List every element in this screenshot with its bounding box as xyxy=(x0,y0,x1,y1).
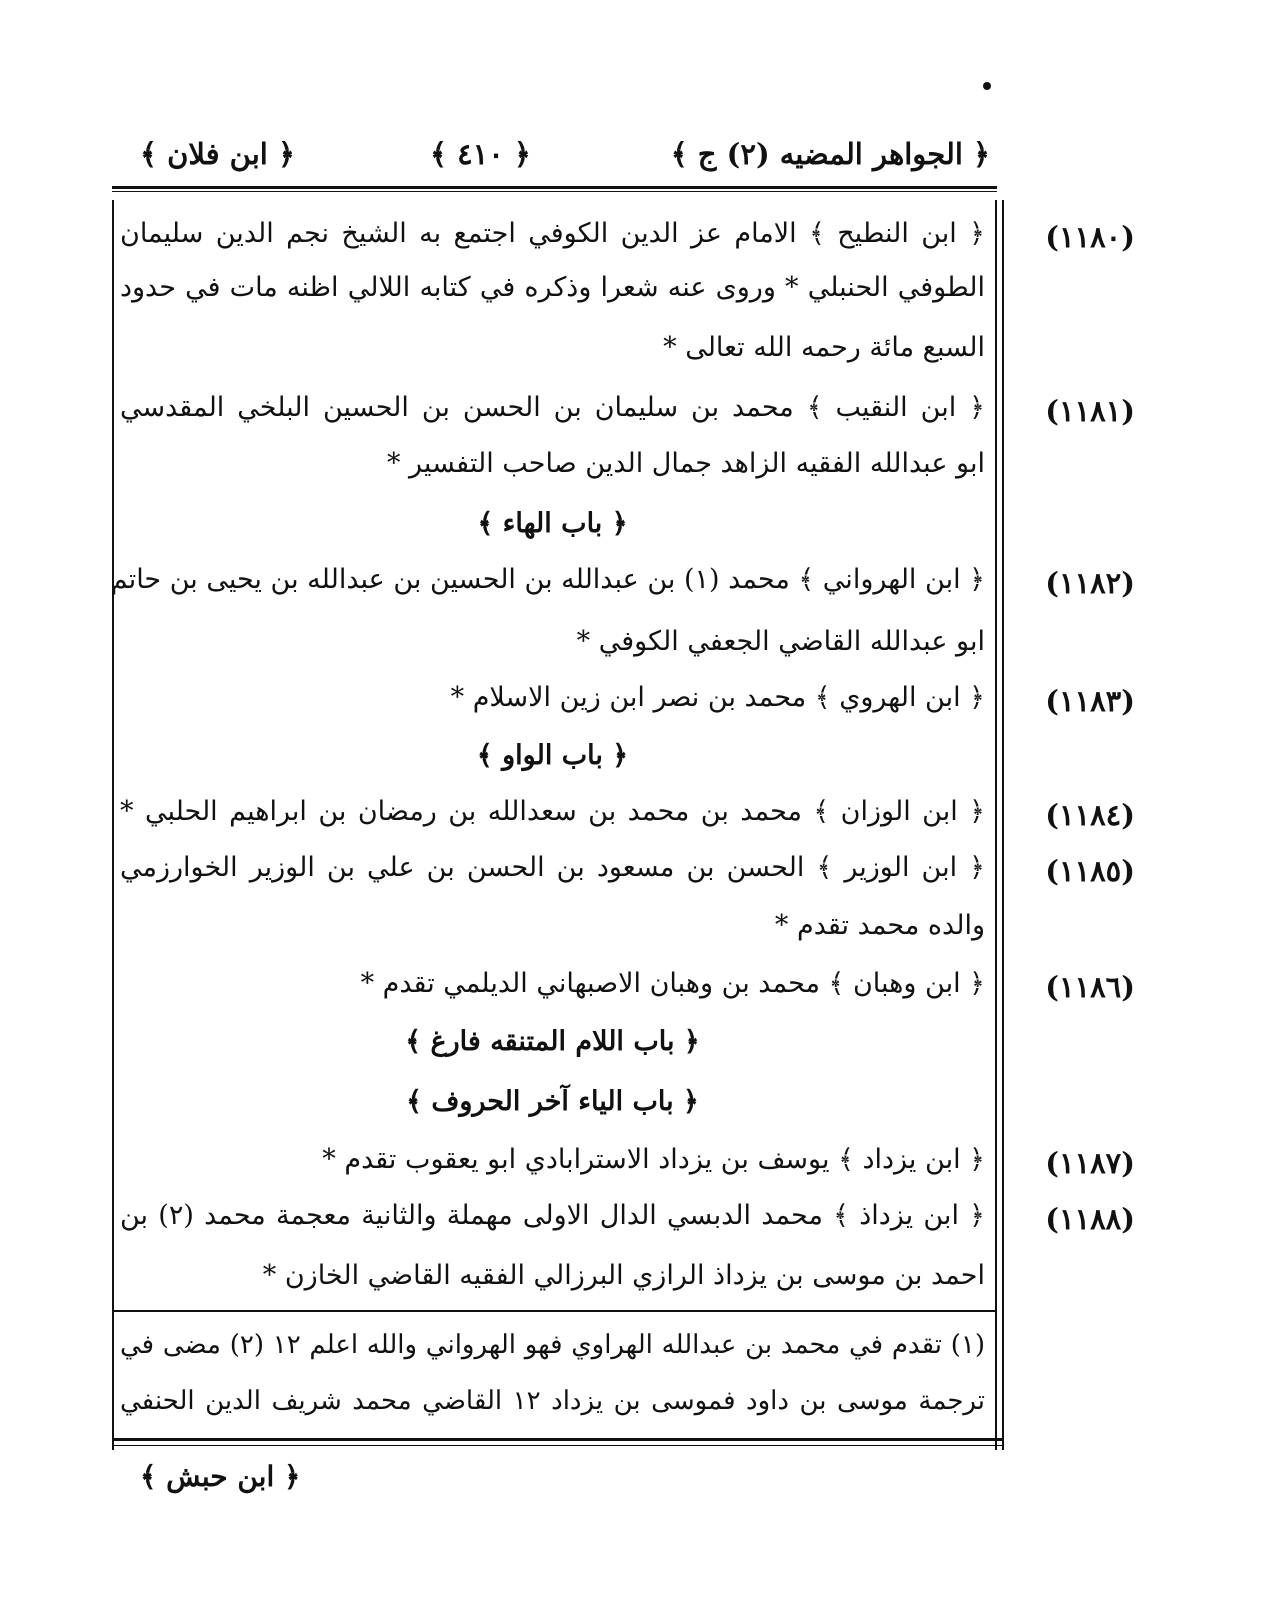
entry-line: ﴿ ابن يزداد ﴾ يوسف بن يزداد الاسترابادي ابو يعقوب تقدم * xyxy=(322,1144,985,1175)
entry-line: ﴿ ابن وهبان ﴾ محمد بن وهبان الاصبهاني الديلمي تقدم * xyxy=(360,968,985,999)
entry-number: (١١٨١) xyxy=(1045,394,1135,428)
section-heading-ya: ﴿ باب الياء آخر الحروف ﴾ xyxy=(406,1086,699,1117)
entry-line: والده محمد تقدم * xyxy=(774,910,985,941)
frame-left-rule xyxy=(112,200,114,1450)
entry-line: ابو عبدالله القاضي الجعفي الكوفي * xyxy=(576,626,985,657)
entry-number: (١١٨٥) xyxy=(1045,854,1135,888)
entry-number: (١١٨٦) xyxy=(1045,970,1135,1004)
bottom-rule-top xyxy=(112,1438,1004,1441)
entry-line: احمد بن موسى بن يزداذ الرازي البرزالي الفقيه القاضي الخازن * xyxy=(262,1260,985,1291)
section-heading-waw: ﴿ باب الواو ﴾ xyxy=(476,740,629,771)
section-heading-lam: ﴿ باب اللام المتنقه فارغ ﴾ xyxy=(405,1026,700,1057)
catchword: ﴿ ابن حبش ﴾ xyxy=(140,1460,301,1493)
entry-line: ﴿ ابن النقيب ﴾ محمد بن سليمان بن الحسن بن الحسين البلخي المقدسي xyxy=(120,392,985,423)
running-head-title: ﴿ الجواهر المضيه (٢) ج ﴾ xyxy=(670,137,990,171)
entry-line: ﴿ ابن الهروي ﴾ محمد بن نصر ابن زين الاسلام * xyxy=(450,682,985,713)
entry-number: (١١٨٠) xyxy=(1045,220,1135,254)
entry-line: الطوفي الحنبلي * وروى عنه شعرا وذكره في كتابه اللالي اظنه مات في حدود xyxy=(120,272,985,303)
entry-line: ﴿ ابن الهرواني ﴾ محمد (١) بن عبدالله بن الحسين بن عبدالله بن يحيى بن حاتم xyxy=(110,564,985,595)
footnote-line: (١) تقدم في محمد بن عبدالله الهراوي فهو الهرواني والله اعلم ١٢ (٢) مضى في xyxy=(120,1330,985,1360)
footnote-line: ترجمة موسى بن داود فموسى بن يزداد ١٢ القاضي محمد شريف الدين الحنفي xyxy=(120,1386,985,1416)
entry-number: (١١٨٨) xyxy=(1045,1202,1135,1236)
frame-right-rule-outer xyxy=(1002,200,1004,1450)
entry-number: (١١٨٤) xyxy=(1045,798,1135,832)
page-number: ﴿ ٤١٠ ﴾ xyxy=(430,137,531,171)
entry-line: ﴿ ابن النطيح ﴾ الامام عز الدين الكوفي اجتمع به الشيخ نجم الدين سليمان xyxy=(120,218,985,249)
frame-right-rule-inner xyxy=(995,200,997,1450)
header-rule-bottom xyxy=(112,191,997,192)
entry-number: (١١٨٢) xyxy=(1045,566,1135,600)
entry-line: ﴿ ابن الوزير ﴾ الحسن بن مسعود بن الحسن بن علي بن الوزير الخوارزمي xyxy=(120,852,985,883)
entry-number: (١١٨٧) xyxy=(1045,1146,1135,1180)
header-rule-top xyxy=(112,186,997,189)
running-head-section: ﴿ ابن فلان ﴾ xyxy=(140,137,295,171)
bottom-rule-bottom xyxy=(112,1445,1004,1446)
entry-line: ابو عبدالله الفقيه الزاهد جمال الدين صاحب التفسير * xyxy=(386,448,985,479)
ink-speck xyxy=(983,82,991,90)
entry-line: السبع مائة رحمه الله تعالى * xyxy=(663,332,985,363)
entry-line: ﴿ ابن يزداذ ﴾ محمد الدبسي الدال الاولى مهملة والثانية معجمة محمد (٢) بن xyxy=(120,1200,985,1231)
footnote-rule xyxy=(112,1310,997,1312)
entry-line: ﴿ ابن الوزان ﴾ محمد بن محمد بن سعدالله بن رمضان بن ابراهيم الحلبي * xyxy=(120,796,985,827)
entry-number: (١١٨٣) xyxy=(1045,684,1135,718)
section-heading-ha: ﴿ باب الهاء ﴾ xyxy=(477,508,628,539)
